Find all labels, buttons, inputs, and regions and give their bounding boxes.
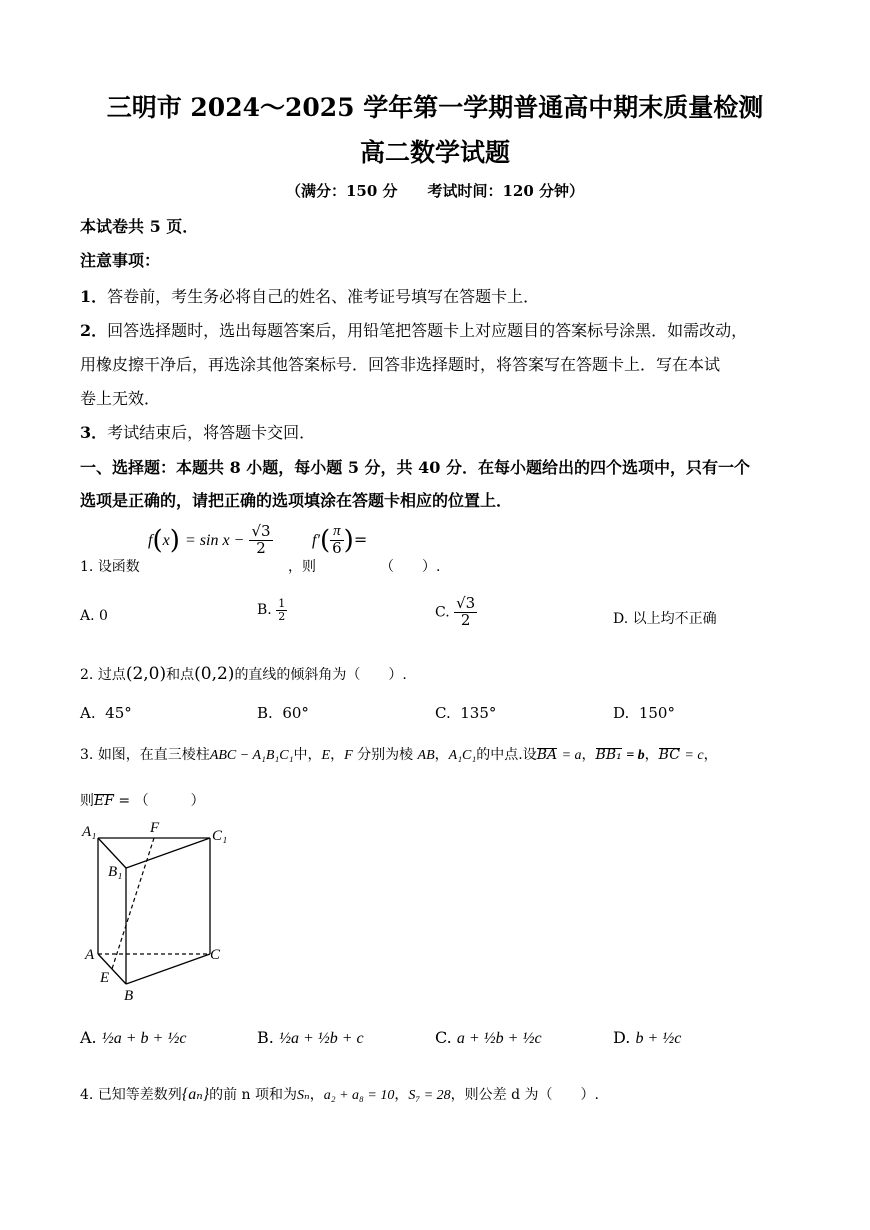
vector-ef: EF (94, 793, 114, 809)
sum-symbol: Sₙ (297, 1088, 310, 1103)
condition-2: S₇ = 28 (408, 1088, 451, 1103)
label-a: A (85, 947, 95, 963)
numerator: √3 (456, 594, 476, 612)
fraction (454, 596, 477, 629)
q3-then (80, 790, 205, 810)
option-label: B. (257, 602, 272, 619)
section-heading-cont: 选项是正确的，请把正确的选项填涂在答题卡相应的位置上． (80, 491, 513, 510)
derivative-symbol: f′ (312, 531, 320, 549)
note-text: 回答选择题时，选出每题答案后，用铅笔把答题卡上对应题目的答案标号涂黑．如需改动， (107, 321, 748, 340)
notice-label: 注意事项： (80, 251, 161, 270)
vector-ba: BA (536, 747, 558, 763)
label-f: F (150, 820, 160, 836)
denominator: 6 (332, 538, 342, 557)
option-label: D. (613, 1028, 631, 1047)
q1-option-a (80, 608, 108, 624)
question-number: 2. (80, 667, 94, 683)
q3-part: 中， (293, 747, 322, 763)
option-label: C. (435, 604, 450, 621)
vector-bc: BC (658, 747, 680, 763)
q3-blank: = （ ） (118, 793, 205, 809)
option-label: B. (257, 704, 273, 722)
q1-option-b (257, 598, 287, 622)
q2-option-a (80, 704, 132, 722)
prism-figure (78, 818, 238, 1008)
exam-subtitle: 高二数学试题 (359, 138, 510, 167)
sequence: {aₙ} (181, 1086, 210, 1103)
option-value: 135° (460, 704, 497, 722)
option-label: D. (613, 704, 630, 722)
denominator: 2 (278, 609, 286, 623)
option-value: 150° (638, 704, 675, 722)
q3-option-b (257, 1028, 364, 1048)
note-number: 3． (80, 423, 108, 442)
q1-option-d (613, 608, 717, 628)
q3-part: 分别为棱 (357, 747, 414, 763)
q4-part: 的前 n 项和为 (209, 1087, 298, 1103)
q4-text: 4. 已知等差数列{aₙ}的前 n 项和为Sₙ，a₂ + a₈ = 10，S₇ = 28，则公差 d 为（ ）. (80, 1086, 599, 1103)
note-number: 2． (80, 321, 108, 340)
fraction (249, 524, 272, 557)
prism-name: ABC − A₁B₁C₁ (209, 748, 294, 763)
option-value: 60° (282, 704, 309, 722)
option-label: A. (80, 1028, 97, 1047)
page-count: 本试卷共 5 页． (80, 217, 199, 236)
edge-b1c1-line (126, 838, 210, 868)
exam-meta: （满分：150 分 考试时间：120 分钟） (285, 182, 585, 200)
q3-option-c (435, 1028, 542, 1048)
func-symbol: f (148, 531, 153, 549)
q2-part: 的直线的倾斜角为（ ）. (234, 667, 407, 683)
label-b1: B₁ (108, 864, 123, 880)
option-expr: a + ½b + ½c (456, 1030, 542, 1047)
q1-derivative: f′( $\frac{\pi}{6}$ )= (312, 523, 368, 557)
vector-def-b: = b (626, 748, 645, 763)
equals: = (353, 529, 368, 549)
section-heading: 一、选择题：本题共 8 小题，每小题 5 分，共 40 分．在每小题给出的四个选项中，只有一个 (80, 458, 750, 477)
vector-bb1: BB₁ (595, 747, 622, 763)
q2-part: 过点 (97, 667, 126, 683)
option-value: 0 (99, 608, 108, 624)
q1-then: ，则 (288, 559, 316, 575)
fraction (276, 598, 287, 622)
q2-part: 和点 (166, 667, 195, 683)
note-3 (80, 420, 315, 443)
option-expr: ½a + ½b + c (278, 1030, 364, 1047)
q1-intro: 设函数 (97, 559, 140, 575)
point-1: (2,0) (125, 664, 167, 684)
label-c1: C₁ (212, 828, 228, 844)
option-value: 以上均不正确 (632, 611, 717, 627)
note-1 (80, 284, 539, 307)
point-2: (0,2) (194, 664, 235, 684)
fraction (330, 524, 344, 557)
numerator: √3 (251, 522, 271, 540)
q1-number-text (80, 556, 140, 576)
question-number: 1. (80, 559, 94, 575)
label-b: B (124, 988, 134, 1004)
q2-text (80, 664, 407, 684)
q3-part: 的中点.设 (476, 747, 537, 763)
q1-blank: （ ）. (380, 559, 441, 575)
q3-option-a (80, 1028, 186, 1048)
note-2-cont: 用橡皮擦干净后，再选涂其他答案标号．回答非选择题时，将答案写在答题卡上．写在本试 (80, 355, 721, 374)
note-text: 答卷前，考生务必将自己的姓名、准考证号填写在答题卡上． (107, 287, 540, 306)
option-label: C. (435, 1028, 452, 1047)
note-2 (80, 318, 747, 341)
func-variable: x (162, 531, 170, 549)
option-expr: ½a + b + ½c (101, 1030, 187, 1047)
denominator: 2 (460, 610, 471, 629)
exam-title: 三明市 2024～2025 学年第一学期普通高中期末质量检测 (106, 93, 764, 122)
point-f: F (344, 748, 353, 763)
point-e: E (321, 748, 331, 763)
option-label: D. (613, 611, 629, 627)
numerator: π (330, 524, 344, 541)
numerator: 1 (278, 597, 286, 610)
vector-def-a: = a (561, 748, 582, 763)
note-number: 1． (80, 287, 108, 306)
label-e: E (100, 970, 110, 986)
edge-ab: AB (417, 748, 435, 763)
q1-option-c (435, 596, 477, 629)
condition-1: a₂ + a₈ = 10 (323, 1088, 395, 1103)
option-label: B. (257, 1028, 274, 1047)
q3-text: 3. 如图，在直三棱柱ABC − A₁B₁C₁中，E，F 分别为棱 AB，A₁C₁的中点.设BA = a，BB₁ = b，BC = c， (80, 747, 718, 763)
q3-part: 如图，在直三棱柱 (97, 747, 210, 763)
q3-option-d (613, 1028, 681, 1048)
q2-option-d (613, 704, 675, 722)
edge-a1c1: A₁C₁ (448, 748, 477, 763)
q1-function: f(x) = sin x − $\frac{√3}{2}$ (148, 522, 271, 557)
denominator: 2 (256, 538, 266, 557)
label-c: C (210, 947, 221, 963)
vector-def-c: = c (684, 748, 704, 763)
edge-bc-line (126, 954, 210, 984)
q3-part: 则 (80, 793, 94, 809)
q4-part: ，则公差 d 为（ ）. (450, 1087, 599, 1103)
option-value: 45° (105, 704, 132, 722)
q4-part: 已知等差数列 (97, 1087, 182, 1103)
option-label: C. (435, 704, 451, 722)
question-number: 3. (80, 747, 94, 763)
label-a1: A₁ (82, 824, 97, 840)
q2-option-c (435, 704, 496, 722)
option-expr: b + ½c (635, 1030, 682, 1047)
q2-option-b (257, 704, 309, 722)
func-rhs: = sin x − (184, 531, 245, 549)
note-2-end: 卷上无效． (80, 389, 161, 408)
option-label: A. (80, 704, 96, 722)
segment-ef (112, 838, 154, 969)
option-label: A. (80, 608, 95, 624)
note-text: 考试结束后，将答题卡交回． (107, 423, 316, 442)
question-number: 4. (80, 1087, 94, 1103)
